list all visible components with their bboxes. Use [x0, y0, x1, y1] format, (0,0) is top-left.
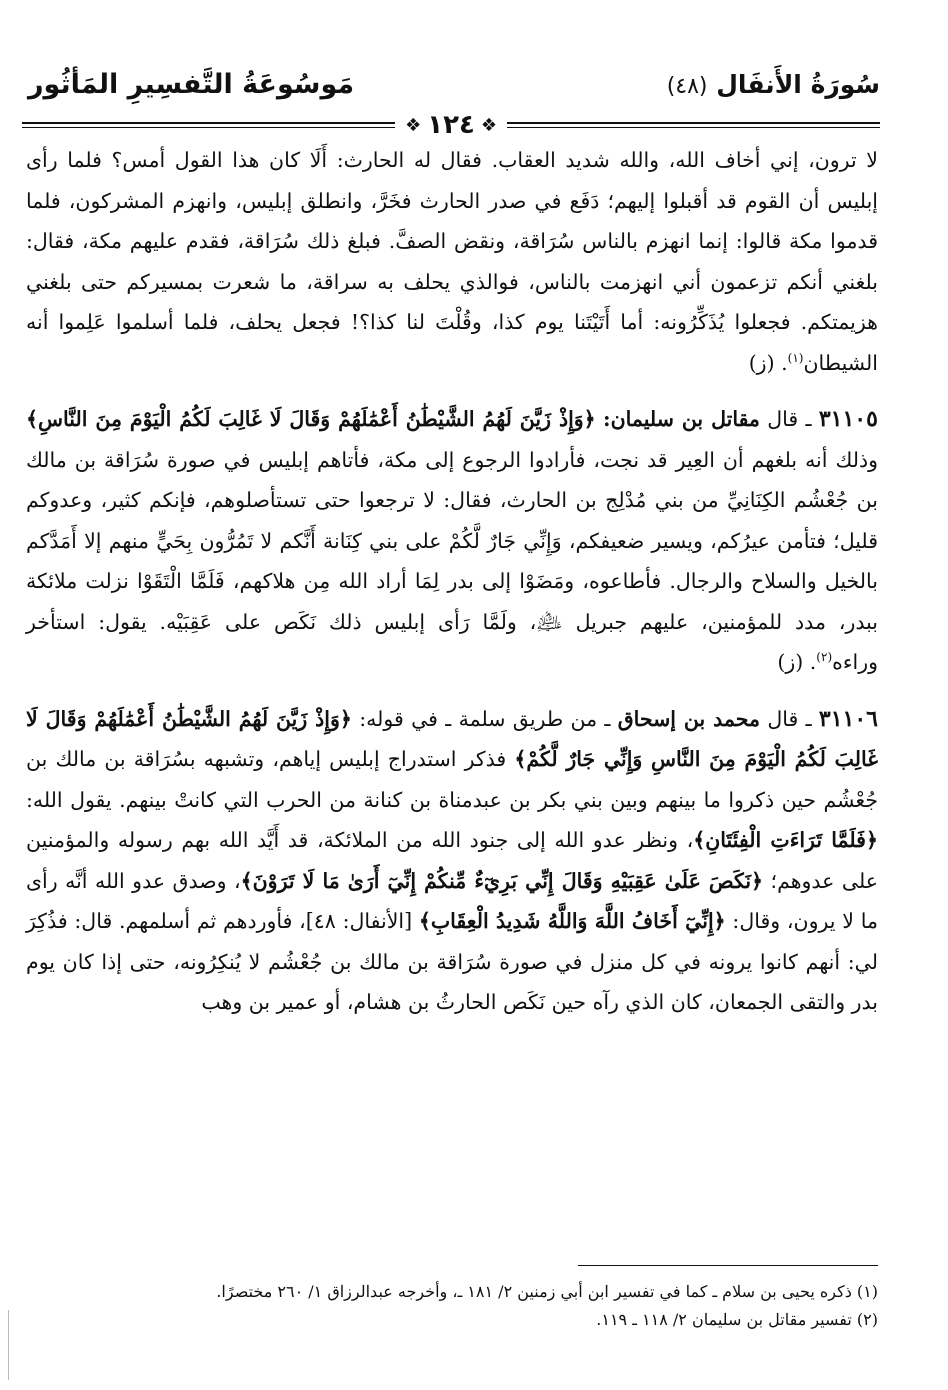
ornament-left-icon: ❖	[405, 114, 422, 136]
header-rule	[22, 110, 880, 140]
surah-running-title	[667, 70, 880, 99]
entry-number: ٣١١٠٦	[818, 705, 878, 732]
source-tag: . (ز)	[777, 650, 817, 674]
entry-text: ، وصدق عدو الله أنَّه رأى ما لا يرون، وقال:	[26, 868, 878, 933]
entry-chain: ـ من طريق سلمة ـ في قوله:	[359, 706, 611, 731]
entry-prefix: ـ قال	[767, 407, 812, 431]
footnote-ref: (٢)	[816, 650, 833, 665]
footnote-2: (٢) تفسير مقاتل بن سليمان ٢/ ١١٨ ـ ١١٩.	[596, 1310, 878, 1329]
ornament-right-icon: ❖	[480, 114, 497, 136]
page-number-box	[395, 110, 507, 140]
footnote-1: (١) ذكره يحيى بن سلام ـ كما في تفسير ابن أبي زمنين ٢/ ١٨١ ـ، وأخرجه عبدالرزاق ١/ ٢٦٠ مختصرًا.	[216, 1282, 878, 1301]
quran-verse: ﴿إِنِّيٓ أَخَافُ اللَّهَ وَاللَّهُ شَدِيدُ الْعِقَابِ﴾	[418, 909, 726, 933]
rule-right	[507, 122, 880, 128]
quran-verse: ﴿فَلَمَّا تَرَاءَتِ الْفِئَتَانِ﴾	[693, 828, 878, 852]
entry-text: ، ونظر عدو الله إلى جنود الله من الملائكة، قد أَيَّد الله بهم رسوله والمؤمنين على عدوهم؛	[26, 828, 878, 893]
entry-31106	[26, 699, 878, 1023]
quran-verse: ﴿وَإِذْ زَيَّنَ لَهُمُ الشَّيْطَٰنُ أَعْمَٰلَهُمْ وَقَالَ لَا غَالِبَ لَكُمُ الْيَوْمَ مِنَ النَّاسِ وَإِنِّي جَارٌ لَّكُمْ﴾	[26, 706, 878, 771]
entry-number: ٣١١٠٥	[818, 406, 878, 432]
entry-31105	[26, 399, 878, 683]
footnote-separator	[578, 1265, 878, 1266]
source-tag: . (ز)	[748, 350, 788, 375]
book-title: مَوسُوعَةُ التَّفسِيرِ المَأثُور	[28, 68, 355, 100]
entry-text: فذكر استدراج إبليس إياهم، وتشبهه بسُرَاقة بن مالك بن جُعْشُم حين ذكروا ما بينهم وبين بني بكر بن عبدمناة بن كنانة من الحرب التي كانتْ بينهم. يقول الله:	[26, 747, 878, 812]
paragraph-continued	[26, 140, 878, 383]
paragraph-text: لا ترون، إني أخاف الله، والله شديد العقاب. فقال له الحارث: أَلَا كان هذا القول أمس؟ فلما رأى إبليس أن القوم قد أقبلوا إليهم؛ دَفَع في صدر الحارث فخَرَّ، وانطلق إبليس، وانهزم المشركون، فلما قدموا مكة قالوا: إنما انهزم بالناس سُرَاقة، ونقض الصفَّ. فبلغ ذلك سُرَاقة، فقدم عليهم مكة، فقال: بلغني أنكم تزعمون أني انهزمت بالناس، فوالذي يحلف به سراقة، ما شعرت بمسيركم حتى بلغني هزيمتكم. فجعلوا يُذَكِّرُونه: أما أَتَيْتَنا يوم كذا، وقُلْتَ لنا كذا؟! فجعل يحلف، فلما أسلموا عَلِموا أنه الشيطان	[26, 148, 878, 375]
surah-number: (٤٨)	[666, 73, 708, 99]
page-number: ١٢٤	[427, 110, 475, 140]
main-text	[26, 140, 878, 1023]
page-header	[28, 62, 880, 106]
scan-edge-mark	[8, 1310, 9, 1380]
entry-text: [الأنفال: ٤٨]، فأوردهم ثم أسلمهم. قال: فذُكِرَ لي: أنهم كانوا يرونه في كل منزل في صورة سُرَاقة بن مالك بن جُعْشُم لا يُنكِرُونه، حتى إذا كان يوم بدر والتقى الجمعان، كان الذي رآه حين نَكَص الحارثُ بن هشام، أو عمير بن وهب	[26, 909, 878, 1014]
entry-author: مقاتل بن سليمان:	[603, 407, 760, 431]
surah-name: سُورَةُ الأَنفَال	[716, 69, 880, 99]
footnote-ref: (١)	[787, 350, 804, 365]
entry-prefix: ـ قال	[767, 706, 812, 731]
quran-verse: ﴿وَإِذْ زَيَّنَ لَهُمُ الشَّيْطَٰنُ أَعْمَٰلَهُمْ وَقَالَ لَا غَالِبَ لَكُمُ الْيَوْمَ مِنَ النَّاسِ﴾	[26, 407, 596, 431]
quran-verse: ﴿نَكَصَ عَلَىٰ عَقِبَيْهِ وَقَالَ إِنِّي بَرِيٓءٌ مِّنكُمْ إِنِّيٓ أَرَىٰ مَا لَا تَرَوْنَ﴾	[240, 868, 764, 893]
entry-text: وذلك أنه بلغهم أن العِير قد نجت، فأرادوا الرجوع إلى مكة، فأتاهم إبليس في صورة سُرَاقة بن مالك بن جُعْشُم الكِنَانِيِّ من بني مُدْلِج بن الحارث، فقال: لا ترجعوا حتى تستأصلوهم، فإنكم كثير، وعدوكم قليل؛ فتأمن عيرُكم، ويسير ضعيفكم، وَإِنِّي جَارٌ لَّكُمْ على بني كِنَانة أَنَّكم لا تَمُرُّون بِحَيٍّ منهم إلا أَمَدَّكم بالخيل والسلاح والرجال. فأطاعوه، ومَضَوْا إلى بدر لِمَا أراد الله مِن هلاكهم، فَلَمَّا الْتَقَوْا نزلت ملائكة ببدر، مدد للمؤمنين، عليهم جبريل ﵇، ولَمَّا رَأى إبليس ذلك نَكَص على عَقِبَيْه. يقول: استأخر وراءه	[26, 447, 878, 674]
rule-left	[22, 122, 395, 128]
footnotes	[26, 1278, 878, 1334]
entry-author: محمد بن إسحاق	[617, 706, 760, 731]
